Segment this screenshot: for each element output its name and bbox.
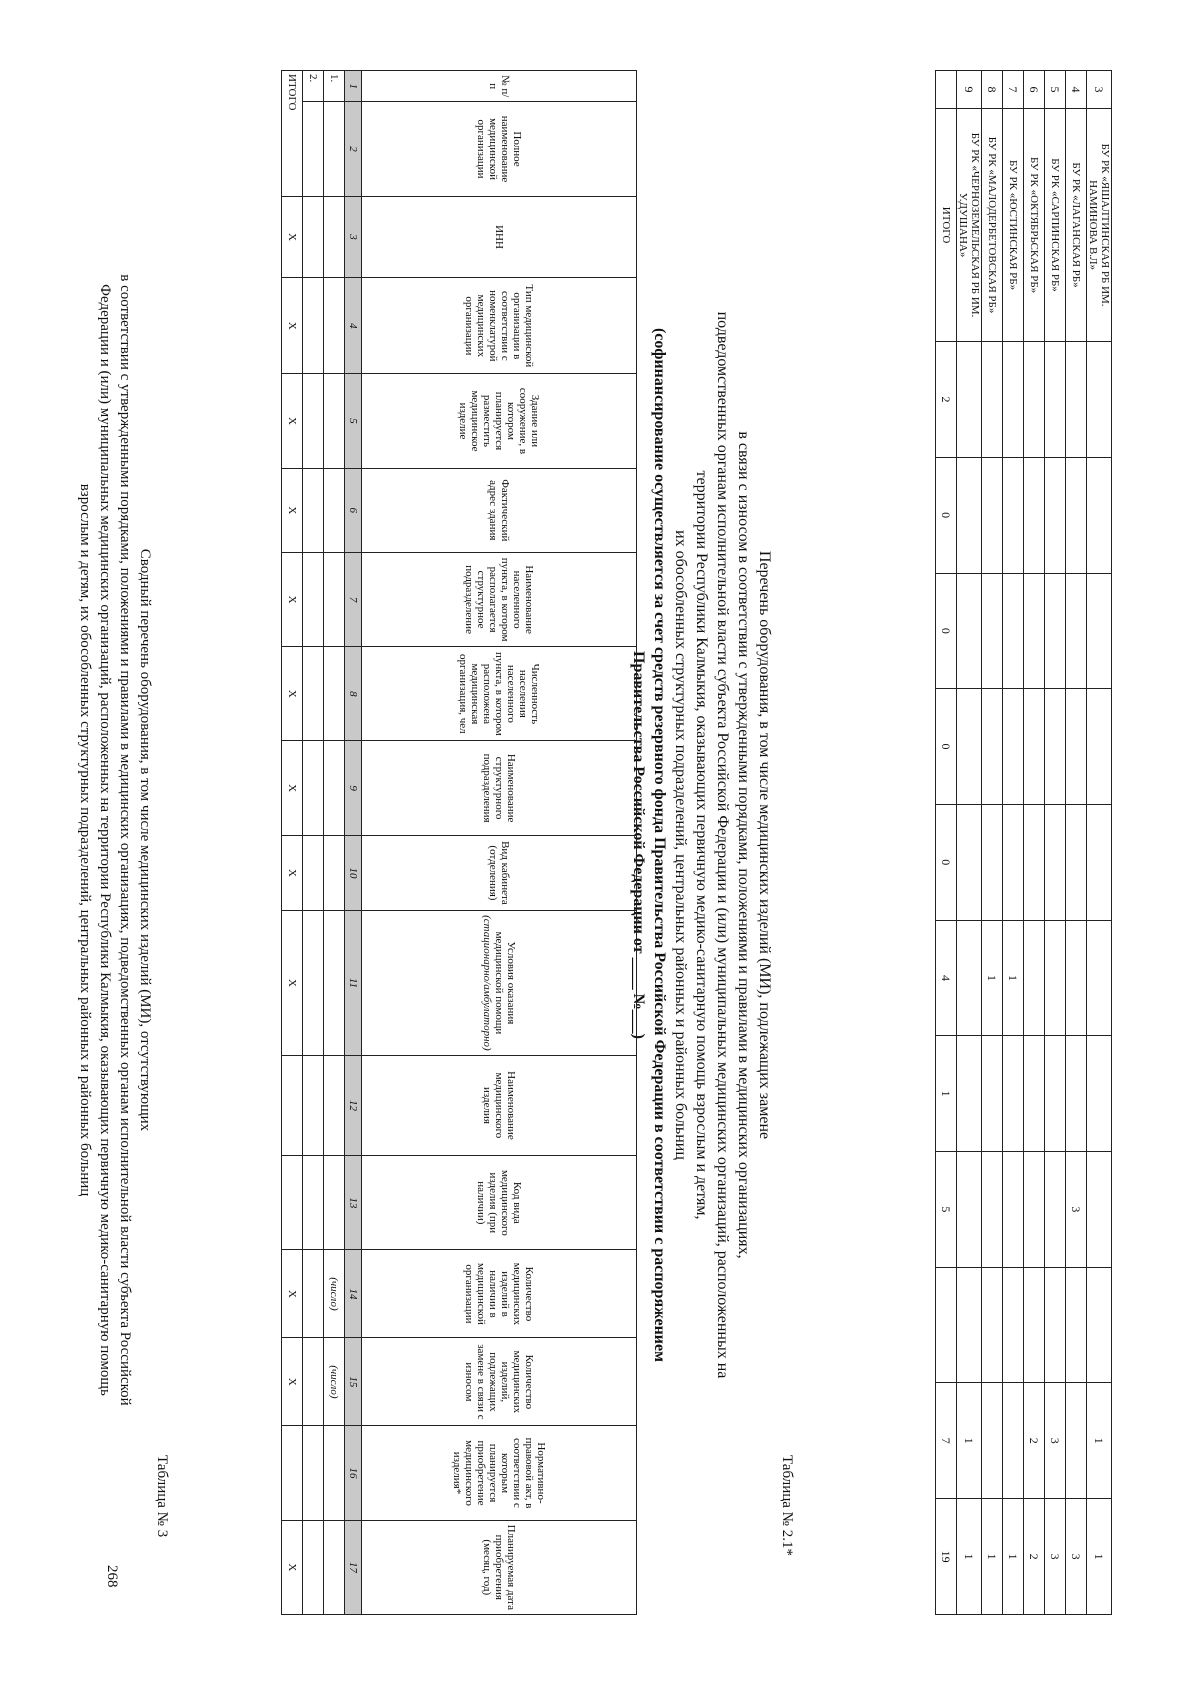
count-cell: 1 (1003, 920, 1024, 1036)
count-cell (1003, 573, 1024, 689)
total-cell: Х (282, 1338, 303, 1426)
count-cell: 2 (1024, 1499, 1045, 1615)
count-cell (957, 804, 982, 920)
count-cell (1066, 920, 1087, 1036)
column-index: 11 (345, 911, 362, 1056)
heading-line: Перечень оборудования, в том числе медицинских изделий (МИ), подлежащих замене (756, 550, 773, 1140)
count-cell: 1 (1003, 1499, 1024, 1615)
table-cell (303, 1520, 324, 1614)
column-header (362, 1426, 637, 1520)
table-row (1003, 71, 1024, 1615)
heading-line: их обособленных структурных подразделений, центральных районных и районных больниц (672, 530, 689, 1160)
count-cell (1024, 804, 1045, 920)
table-cell (324, 374, 345, 468)
count-cell (982, 342, 1003, 458)
column-header-label: Код вида медицинского изделия (при наличии) (475, 1169, 523, 1236)
count-cell: 5 (936, 1152, 957, 1268)
row-number: 5 (1045, 71, 1066, 109)
count-cell: 0 (936, 573, 957, 689)
count-cell (1045, 573, 1066, 689)
row-number (936, 71, 957, 109)
count-cell (1024, 1152, 1045, 1268)
column-index: 2 (345, 102, 362, 196)
column-header-label: Полное наименование медицинской организации (475, 115, 523, 183)
heading-line: Федерации и (или) муниципальных медицинских организаций, расположенных на территории Республики Калмыкия, оказывающих первичную медико-санитарную помощь (97, 284, 113, 1396)
count-cell: 1 (982, 1499, 1003, 1615)
table-cell (303, 835, 324, 910)
column-header (362, 647, 637, 741)
count-cell (1003, 1383, 1024, 1499)
organization-name: БУ РК «ЯШАЛТИНСКАЯ РБ ИМ. НАМИНОВА В.Л» (1087, 109, 1112, 342)
page-number: 268 (104, 1565, 120, 1588)
table-cell (303, 1055, 324, 1156)
table-cell: 1. (324, 71, 345, 102)
count-cell: 1 (1087, 1499, 1112, 1615)
row-number: 6 (1024, 71, 1045, 109)
column-header-label: Нормативно-правовой акт, в соответствии с которым планируется приобретение медицинского изделия* (451, 1437, 547, 1509)
table-2-1-heading (628, 90, 775, 1600)
table-cell (324, 1520, 345, 1614)
table-cell (303, 552, 324, 646)
row-number: 3 (1087, 71, 1112, 109)
total-cell: Х (282, 1250, 303, 1338)
count-cell (982, 457, 1003, 573)
count-cell (1087, 920, 1112, 1036)
total-cell: Х (282, 196, 303, 278)
count-cell (1045, 342, 1066, 458)
count-cell (982, 1036, 1003, 1152)
total-cell: Х (282, 741, 303, 835)
column-header (362, 552, 637, 646)
column-header (362, 468, 637, 552)
count-cell: 1 (957, 1499, 982, 1615)
row-number: 8 (982, 71, 1003, 109)
column-index: 4 (345, 278, 362, 374)
total-cell (282, 1426, 303, 1520)
count-cell (1024, 1267, 1045, 1383)
count-cell (1066, 1036, 1087, 1152)
table-cell (324, 1426, 345, 1520)
column-header-label: Вид кабинета (отделения) (487, 841, 511, 905)
column-index: 9 (345, 741, 362, 835)
table-cell (324, 911, 345, 1056)
total-cell: Х (282, 278, 303, 374)
count-cell: 1 (957, 1383, 982, 1499)
count-cell (1003, 1036, 1024, 1152)
table-row (936, 71, 957, 1615)
column-header-label: Наименование структурного подразделения (481, 753, 517, 823)
count-cell: 3 (1045, 1383, 1066, 1499)
table-row (1087, 71, 1112, 1615)
count-cell (957, 689, 982, 805)
count-cell (1087, 342, 1112, 458)
organization-name: БУ РК «САРПИНСКАЯ РБ» (1045, 109, 1066, 342)
organization-name: БУ РК «ЧЕРНОЗЕМЕЛЬСКАЯ РБ ИМ. У.ДУШАНА» (957, 109, 982, 342)
column-header-label: Тип медицинской организации в соответствии с номенклатурой медицинских организации (463, 284, 535, 368)
heading-line: Сводный перечень оборудования, в том числе медицинских изделий (МИ), отсутствующих (137, 548, 153, 1132)
table-cell (303, 911, 324, 1056)
table-cell: (число) (324, 1338, 345, 1426)
organization-name: БУ РК «ЛАГАНСКАЯ РБ» (1066, 109, 1087, 342)
column-header (362, 278, 637, 374)
total-label: ИТОГО (282, 71, 303, 197)
table-cell (303, 196, 324, 278)
total-cell: Х (282, 374, 303, 468)
count-cell: 0 (936, 804, 957, 920)
total-cell (282, 1156, 303, 1250)
table-3-heading (75, 60, 155, 1620)
row-number: 4 (1066, 71, 1087, 109)
conditions-note: (стационарно/амбулаторно) (481, 915, 493, 1051)
table-cell (324, 1156, 345, 1250)
count-cell (1024, 342, 1045, 458)
column-header-label: Количество медицинских изделий в наличии в медицинской организации (463, 1262, 535, 1326)
equipment-count-table (935, 70, 1112, 1615)
count-cell (982, 689, 1003, 805)
count-cell (1066, 342, 1087, 458)
column-header-label: № п/п (487, 75, 511, 98)
count-cell (1087, 1036, 1112, 1152)
table-cell: (число) (324, 1250, 345, 1338)
count-cell: 3 (1045, 1499, 1066, 1615)
count-cell (1045, 689, 1066, 805)
total-cell: Х (282, 552, 303, 646)
count-cell (936, 1267, 957, 1383)
column-index: 17 (345, 1520, 362, 1614)
count-cell (1003, 457, 1024, 573)
count-cell (1066, 689, 1087, 805)
column-header (362, 1156, 637, 1250)
table-row (1066, 71, 1087, 1615)
count-cell (957, 457, 982, 573)
count-cell: 0 (936, 457, 957, 573)
count-cell (1003, 342, 1024, 458)
column-header (362, 1055, 637, 1156)
count-cell (1066, 573, 1087, 689)
row-number: 9 (957, 71, 982, 109)
column-index: 5 (345, 374, 362, 468)
column-index: 16 (345, 1426, 362, 1520)
heading-line: (софинансирование осуществляется за счет средств резервного фонда Правительства Российской Федерации в соответствии с распоряжением (651, 327, 668, 1363)
count-cell (982, 1383, 1003, 1499)
heading-line: территории Республики Калмыкия, оказывающих первичную медико-санитарную помощь взрослым и детям, (693, 470, 710, 1220)
column-header (362, 102, 637, 196)
column-header (362, 835, 637, 910)
column-index: 1 (345, 71, 362, 102)
column-header (362, 374, 637, 468)
organization-name: ИТОГО (936, 109, 957, 342)
column-header (362, 741, 637, 835)
table-cell (303, 1338, 324, 1426)
table-cell (324, 102, 345, 196)
count-cell (1087, 1152, 1112, 1268)
total-cell (282, 1055, 303, 1156)
column-header-label: Количество медицинских изделий, подлежащих замене в связи с износом (463, 1344, 535, 1420)
table-row (1024, 71, 1045, 1615)
count-cell (1087, 804, 1112, 920)
table-cell (303, 741, 324, 835)
total-cell: Х (282, 468, 303, 552)
count-cell (982, 573, 1003, 689)
count-cell (957, 1267, 982, 1383)
count-cell (957, 1036, 982, 1152)
total-cell: Х (282, 1520, 303, 1614)
count-cell: 3 (1066, 1152, 1087, 1268)
table-row (982, 71, 1003, 1615)
count-cell (1087, 573, 1112, 689)
count-cell (1024, 1036, 1045, 1152)
heading-line: в соответствии с утвержденными порядками, положениями и правилами в медицинских организациях, подведомственных органам исполнительной власти субъекта Российской (117, 274, 133, 1406)
heading-line: Правительства Российской Федерации от ____ №___) (630, 651, 647, 1039)
count-cell (1003, 689, 1024, 805)
count-cell (1024, 920, 1045, 1036)
column-header-label: Наименование населенного пункта, в котором располагается структурное подразделение (463, 557, 535, 642)
count-cell (982, 1152, 1003, 1268)
heading-line: подведомственных органам исполнительной власти субъекта Российской Федерации и (или) муниципальных медицинских организаций, расположенных на (714, 311, 731, 1379)
column-index: 14 (345, 1250, 362, 1338)
column-index: 13 (345, 1156, 362, 1250)
table-cell (303, 1426, 324, 1520)
column-header-label: Условия оказания медицинской помощи (493, 931, 517, 1035)
count-cell (1045, 1267, 1066, 1383)
column-index: 7 (345, 552, 362, 646)
total-cell: Х (282, 835, 303, 910)
table-cell (324, 552, 345, 646)
heading-line: взрослым и детям, их обособленных структурных подразделений, центральных районных и районных больниц (77, 483, 93, 1197)
column-header (362, 911, 637, 1056)
table-cell (303, 102, 324, 196)
table-cell (324, 835, 345, 910)
count-cell (1045, 920, 1066, 1036)
count-cell (1087, 457, 1112, 573)
organization-name: БУ РК «ЮСТИНСКАЯ РБ» (1003, 109, 1024, 342)
count-cell: 0 (936, 689, 957, 805)
count-cell (1024, 689, 1045, 805)
total-cell: Х (282, 911, 303, 1056)
column-header (362, 71, 637, 102)
column-header (362, 1250, 637, 1338)
organization-name: БУ РК «МАЛОДЕРБЕТОВСКАЯ РБ» (982, 109, 1003, 342)
count-cell: 3 (1066, 1499, 1087, 1615)
count-cell (957, 1152, 982, 1268)
table-cell: 2. (303, 71, 324, 102)
column-index: 15 (345, 1338, 362, 1426)
count-cell (1066, 1267, 1087, 1383)
table-row (1045, 71, 1066, 1615)
count-cell: 1 (1087, 1383, 1112, 1499)
count-cell (982, 804, 1003, 920)
column-header (362, 1338, 637, 1426)
table-cell (324, 741, 345, 835)
table-cell (303, 1250, 324, 1338)
count-cell (1024, 573, 1045, 689)
table-cell (303, 278, 324, 374)
total-cell: Х (282, 647, 303, 741)
table-cell (324, 278, 345, 374)
count-cell (1066, 804, 1087, 920)
count-cell: 1 (982, 920, 1003, 1036)
column-index: 12 (345, 1055, 362, 1156)
equipment-replacement-table (281, 70, 637, 1615)
table-cell (324, 647, 345, 741)
count-cell (1003, 804, 1024, 920)
count-cell (1045, 1036, 1066, 1152)
column-header-label: Планируемая дата приобретения (месяц, год) (481, 1524, 517, 1610)
count-cell: 4 (936, 920, 957, 1036)
count-cell: 19 (936, 1499, 957, 1615)
count-cell (957, 573, 982, 689)
table-cell (303, 647, 324, 741)
column-index: 10 (345, 835, 362, 910)
count-cell (1066, 1383, 1087, 1499)
table-cell (324, 1055, 345, 1156)
count-cell (957, 920, 982, 1036)
table-cell (303, 374, 324, 468)
count-cell (1045, 804, 1066, 920)
column-index: 8 (345, 647, 362, 741)
count-cell (1003, 1267, 1024, 1383)
count-cell: 2 (1024, 1383, 1045, 1499)
table-cell (324, 468, 345, 552)
count-cell (1087, 1267, 1112, 1383)
table-2-1-label: Таблица № 2.1* (779, 1455, 795, 1556)
count-cell (1045, 1152, 1066, 1268)
column-header (362, 196, 637, 278)
count-cell (1066, 457, 1087, 573)
count-cell (1087, 689, 1112, 805)
count-cell: 2 (936, 342, 957, 458)
table-row (957, 71, 982, 1615)
count-cell (1045, 457, 1066, 573)
count-cell (1003, 1152, 1024, 1268)
table-cell (303, 468, 324, 552)
organization-name: БУ РК «ОКТЯБРЬСКАЯ РБ» (1024, 109, 1045, 342)
column-header-label: Наименование медицинского изделия (481, 1071, 517, 1140)
column-header-label: ИНН (493, 225, 505, 249)
column-header-label: Здание или сооружение, в котором планируется разместить медицинское изделие (457, 387, 541, 455)
count-cell (957, 342, 982, 458)
count-cell (1024, 457, 1045, 573)
column-index: 6 (345, 468, 362, 552)
table-3-label: Таблица № 3 (154, 1455, 170, 1538)
column-index: 3 (345, 196, 362, 278)
count-cell: 1 (936, 1036, 957, 1152)
table-cell (324, 196, 345, 278)
column-header-label: Фактический адрес здания (487, 479, 511, 542)
row-number: 7 (1003, 71, 1024, 109)
column-header (362, 1520, 637, 1614)
count-cell (982, 1267, 1003, 1383)
table-cell (303, 1156, 324, 1250)
column-header-label: Численность населения населенного пункта, в котором расположена медицинская организация, чел (457, 651, 541, 736)
heading-line: в связи с износом в соответствии с утвержденными порядками, положениями и правилами в медицинских организациях, (735, 431, 752, 1259)
count-cell: 7 (936, 1383, 957, 1499)
